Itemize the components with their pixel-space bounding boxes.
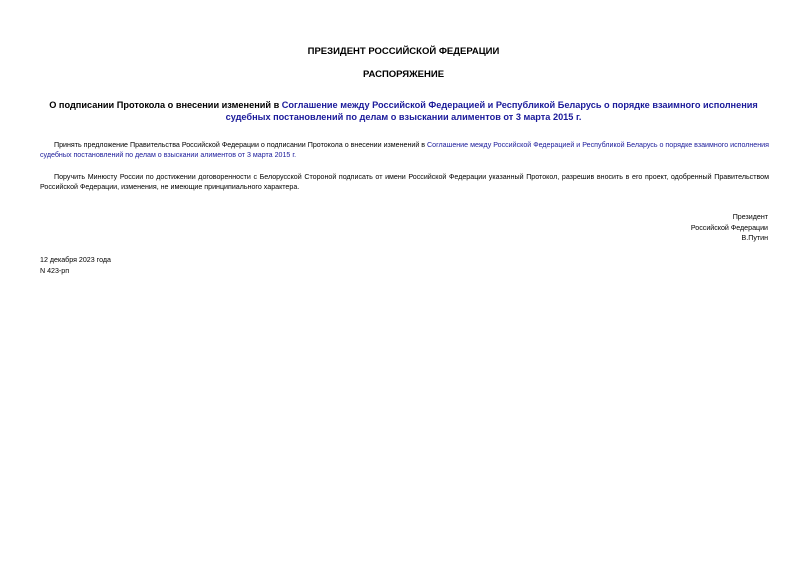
- paragraph-2: Поручить Минюсту России по достижении договоренности с Белорусской Стороной подписать от имени Российской Федерации указанный Протокол, разрешив вносить в его проект, одобренный Правительством Российской Федерации, изменения, не имеющие принципиального характера.: [40, 173, 769, 191]
- document-number: N 423-рп: [40, 266, 70, 275]
- paragraph-1: [40, 140, 769, 160]
- document-type: РАСПОРЯЖЕНИЕ: [362, 69, 445, 80]
- document-footer: [40, 255, 111, 276]
- agreement-link-paragraph[interactable]: Соглашение между Российской Федерацией и Республикой Беларусь о порядке взаимного исполнения судебных постановлений по делам о взыскании алиментов от 3 марта 2015 г.: [40, 141, 769, 159]
- issuing-authority: ПРЕЗИДЕНТ РОССИЙСКОЙ ФЕДЕРАЦИИ: [307, 46, 500, 57]
- document-title-prefix: О подписании Протокола о внесении изменений в: [49, 100, 282, 110]
- document-date: 12 декабря 2023 года: [40, 256, 111, 264]
- document-title: [40, 99, 767, 123]
- signature-country: Российской Федерации: [690, 223, 768, 232]
- signature-name: В.Путин: [741, 234, 768, 242]
- signature-block: [691, 212, 768, 244]
- signature-title: Президент: [732, 213, 768, 221]
- agreement-link-title[interactable]: Соглашение между Российской Федерацией и Республикой Беларусь о порядке взаимного исполнения судебных постановлений по делам о взыскании алиментов от 3 марта 2015 г.: [225, 100, 758, 122]
- paragraph-1-prefix: Принять предложение Правительства Российской Федерации о подписании Протокола о внесении изменений в: [54, 141, 428, 149]
